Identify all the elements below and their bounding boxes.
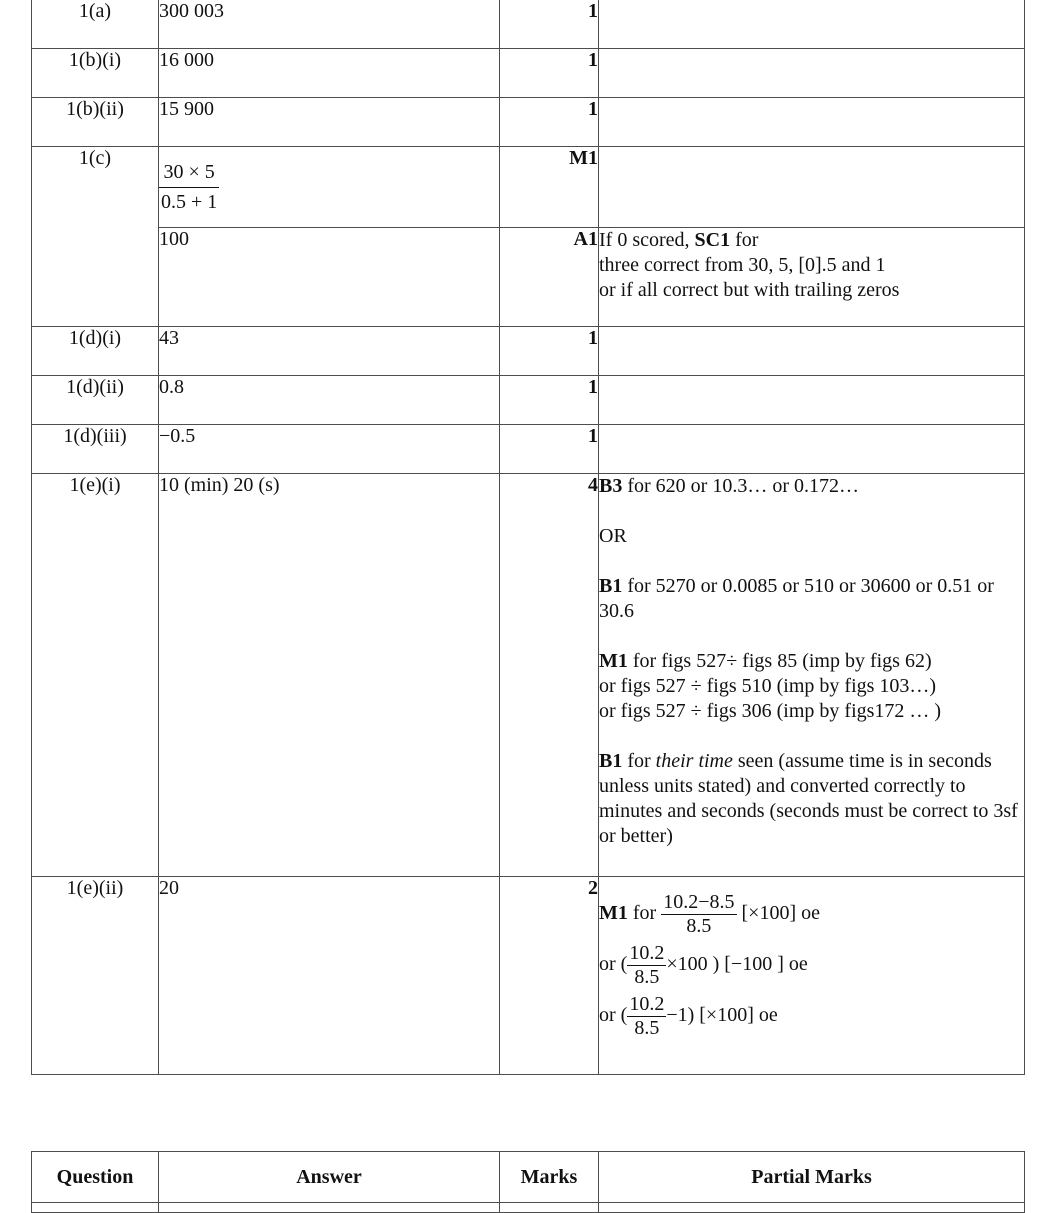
table-row xyxy=(32,147,1025,228)
header-marks: Marks xyxy=(500,1152,599,1203)
header-row xyxy=(32,1152,1025,1203)
partial-marks-cell xyxy=(599,228,1025,327)
table-row xyxy=(32,49,1025,98)
answer-cell: 300 003 xyxy=(159,0,500,49)
header-answer: Answer xyxy=(159,1152,500,1203)
question-cell: 1(a) xyxy=(32,0,159,49)
table-row xyxy=(32,877,1025,1075)
table-row xyxy=(32,1203,1025,1213)
fraction-numerator: 10.2−8.5 xyxy=(663,891,735,913)
next-table-header xyxy=(31,1151,1025,1213)
question-cell: 1(d)(i) xyxy=(32,327,159,376)
fraction-denominator: 8.5 xyxy=(686,915,712,937)
header-partial-marks: Partial Marks xyxy=(599,1152,1025,1203)
partial-marks-cell xyxy=(599,147,1025,228)
partial-marks-cell xyxy=(599,0,1025,49)
pm-text: their time xyxy=(655,750,733,772)
mark-code: B3 xyxy=(599,475,623,497)
mark-code: M1 xyxy=(599,650,628,672)
pm-text: for xyxy=(730,229,759,251)
partial-marks-cell xyxy=(599,425,1025,474)
fraction-numerator: 30 × 5 xyxy=(159,161,219,188)
marks-cell: 1 xyxy=(500,98,599,147)
question-cell: 1(b)(i) xyxy=(32,49,159,98)
header-question: Question xyxy=(32,1152,159,1203)
answer-cell: 43 xyxy=(159,327,500,376)
mark-code: M1 xyxy=(599,902,628,925)
table-row xyxy=(32,98,1025,147)
empty-cell xyxy=(159,1203,500,1213)
marks-cell: 2 xyxy=(500,877,599,1075)
marks-cell: 1 xyxy=(500,327,599,376)
answer-cell: 15 900 xyxy=(159,98,500,147)
pm-text: for xyxy=(627,902,662,925)
partial-marks-cell xyxy=(599,474,1025,877)
pm-text: or figs 527 ÷ figs 510 (imp by figs 103…) xyxy=(599,675,937,697)
pm-text: [×100] oe xyxy=(736,902,820,925)
pm-text: for figs 527÷ figs 85 (imp by figs 62) xyxy=(627,650,932,672)
question-cell: 1(d)(ii) xyxy=(32,376,159,425)
question-cell: 1(b)(ii) xyxy=(32,98,159,147)
table-row xyxy=(32,474,1025,877)
marks-cell: 1 xyxy=(500,376,599,425)
question-cell: 1(e)(ii) xyxy=(32,877,159,1075)
marks-cell: 4 xyxy=(500,474,599,877)
fraction xyxy=(627,993,666,1040)
pm-text: three correct from 30, 5, [0].5 and 1 xyxy=(599,254,886,276)
pm-text: for 5270 or 0.0085 or 510 or 30600 or 0.51 or 30.6 xyxy=(599,575,994,622)
answer-cell xyxy=(159,147,500,228)
answer-cell: 20 xyxy=(159,877,500,1075)
pm-text: −1) [×100] oe xyxy=(666,1004,778,1027)
fraction-denominator: 8.5 xyxy=(634,1017,660,1039)
answer-cell: −0.5 xyxy=(159,425,500,474)
pm-text: seen (assume time is in seconds unless units stated) and converted correctly to minutes and seconds (seconds must be correct to 3sf or better) xyxy=(599,750,1018,847)
marks-cell: 1 xyxy=(500,425,599,474)
fraction xyxy=(661,891,736,938)
partial-marks-cell xyxy=(599,376,1025,425)
partial-marks-cell xyxy=(599,98,1025,147)
marks-cell: 1 xyxy=(500,0,599,49)
marks-cell: M1 xyxy=(500,147,599,228)
fraction-denominator: 0.5 + 1 xyxy=(161,191,218,213)
mark-code: B1 xyxy=(599,750,623,772)
marks-cell: 1 xyxy=(500,49,599,98)
empty-cell xyxy=(32,1203,159,1213)
pm-text: or if all correct but with trailing zeros xyxy=(599,279,900,301)
answer-cell: 16 000 xyxy=(159,49,500,98)
table-row xyxy=(32,228,1025,327)
fraction-numerator: 10.2 xyxy=(629,942,665,964)
partial-marks-cell xyxy=(599,49,1025,98)
table-row xyxy=(32,0,1025,49)
mark-scheme-table xyxy=(31,0,1025,1075)
question-cell: 1(c) xyxy=(32,147,159,327)
marks-cell: A1 xyxy=(500,228,599,327)
fraction-denominator: 8.5 xyxy=(634,966,660,988)
pm-text: or figs 527 ÷ figs 306 (imp by figs172 … ) xyxy=(599,700,942,722)
pm-text: for xyxy=(622,750,656,772)
answer-cell: 100 xyxy=(159,228,500,327)
answer-cell: 10 (min) 20 (s) xyxy=(159,474,500,877)
answer-fraction xyxy=(159,161,219,214)
pm-text: or ( xyxy=(599,1004,628,1027)
question-cell: 1(d)(iii) xyxy=(32,425,159,474)
pm-text: If 0 scored, xyxy=(599,229,695,251)
partial-marks-cell xyxy=(599,877,1025,1075)
pm-text: or ( xyxy=(599,953,628,976)
empty-cell xyxy=(599,1203,1025,1213)
pm-text: for 620 or 10.3… or 0.172… xyxy=(622,475,859,497)
pm-text: OR xyxy=(599,525,627,547)
answer-cell: 0.8 xyxy=(159,376,500,425)
mark-code: B1 xyxy=(599,575,623,597)
table-row xyxy=(32,327,1025,376)
question-cell: 1(e)(i) xyxy=(32,474,159,877)
empty-cell xyxy=(500,1203,599,1213)
mark-code: SC1 xyxy=(694,229,731,251)
partial-marks-cell xyxy=(599,327,1025,376)
fraction xyxy=(627,942,666,989)
table-row xyxy=(32,376,1025,425)
table-row xyxy=(32,425,1025,474)
pm-text: ×100 ) [−100 ] oe xyxy=(666,953,808,976)
fraction-numerator: 10.2 xyxy=(629,993,665,1015)
